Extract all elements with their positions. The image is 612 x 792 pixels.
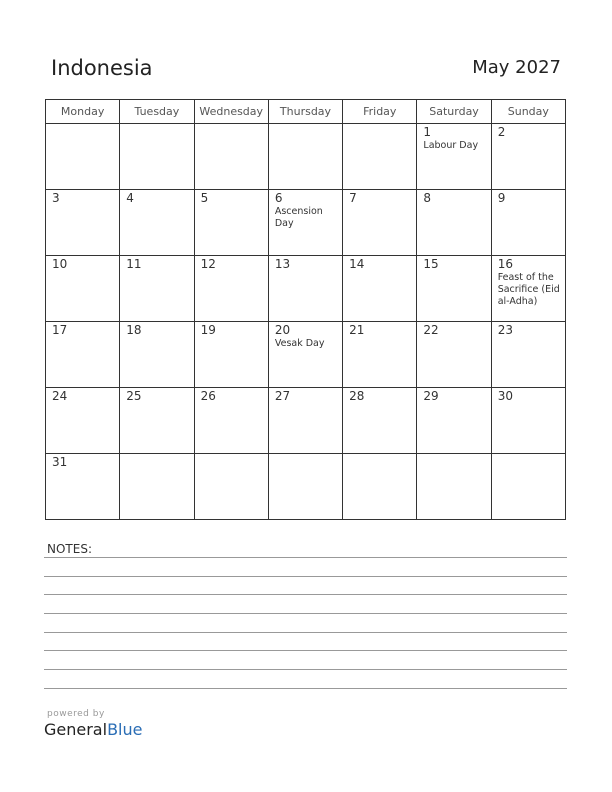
calendar-day-cell: [194, 454, 268, 520]
day-number: 26: [200, 389, 216, 403]
calendar-day-cell: [120, 454, 194, 520]
calendar-day-cell: [120, 388, 194, 454]
note-line: [44, 576, 567, 577]
calendar-week-row: [46, 124, 566, 190]
powered-by-text: powered by: [47, 709, 105, 719]
calendar-day-cell: [491, 124, 565, 190]
calendar-week-row: [46, 322, 566, 388]
note-line: [44, 669, 567, 670]
weekday-monday: Monday: [46, 100, 120, 124]
calendar-day-cell: [46, 256, 120, 322]
holiday-label: Labour Day: [423, 140, 479, 151]
notes-label: NOTES:: [47, 542, 92, 556]
calendar-day-cell: [491, 256, 565, 322]
calendar-day-cell: [343, 454, 417, 520]
holiday-label: Ascension Day: [274, 206, 323, 229]
weekday-thursday: Thursday: [268, 100, 342, 124]
calendar-day-cell: [417, 322, 491, 388]
calendar-day-cell: [343, 322, 417, 388]
day-number: 12: [200, 257, 216, 271]
calendar-week-row: [46, 256, 566, 322]
calendar-country-title: Indonesia: [51, 56, 153, 80]
weekday-tuesday: Tuesday: [120, 100, 194, 124]
calendar-month-title: May 2027: [472, 57, 561, 78]
weekday-wednesday: Wednesday: [194, 100, 268, 124]
calendar-day-cell: [120, 190, 194, 256]
day-number: 8: [423, 191, 432, 205]
calendar-day-cell: [491, 322, 565, 388]
day-number: 27: [274, 389, 291, 403]
day-number: 15: [423, 257, 439, 271]
day-number: 24: [52, 389, 68, 403]
calendar-day-cell: [268, 124, 342, 190]
calendar-day-cell: [46, 454, 120, 520]
calendar-day-cell: [491, 454, 565, 520]
calendar-week-row: [46, 388, 566, 454]
calendar-week-row: [46, 454, 566, 520]
day-number: 23: [497, 323, 513, 337]
calendar-day-cell: [46, 124, 120, 190]
calendar-day-cell: [268, 256, 342, 322]
day-number: 22: [423, 323, 439, 337]
day-number: 31: [52, 455, 68, 469]
weekday-friday: Friday: [343, 100, 417, 124]
day-number: 11: [126, 257, 142, 271]
calendar-day-cell: [417, 454, 491, 520]
calendar-day-cell: [491, 190, 565, 256]
day-number: 20: [274, 323, 291, 337]
day-number: 25: [126, 389, 142, 403]
holiday-label: Vesak Day: [274, 338, 325, 349]
weekday-sunday: Sunday: [491, 100, 565, 124]
calendar-grid: [45, 99, 566, 520]
note-line: [44, 632, 567, 633]
day-number: 5: [200, 191, 209, 205]
calendar-day-cell: [417, 256, 491, 322]
calendar-day-cell: [268, 190, 342, 256]
day-number: 21: [349, 323, 365, 337]
day-number: 2: [497, 125, 506, 139]
weekday-header-row: [46, 100, 566, 124]
calendar-day-cell: [417, 388, 491, 454]
calendar-day-cell: [194, 190, 268, 256]
calendar-day-cell: [194, 124, 268, 190]
brand-general: General: [44, 720, 108, 739]
calendar-day-cell: [194, 322, 268, 388]
calendar-day-cell: [46, 322, 120, 388]
day-number: 30: [497, 389, 513, 403]
day-number: 18: [126, 323, 142, 337]
calendar-day-cell: [343, 388, 417, 454]
calendar-day-cell: [194, 256, 268, 322]
day-number: 17: [52, 323, 68, 337]
calendar-day-cell: [46, 190, 120, 256]
generalblue-logo[interactable]: [44, 720, 142, 739]
note-line: [44, 594, 567, 595]
note-line: [44, 557, 567, 558]
day-number: 4: [126, 191, 134, 205]
calendar-day-cell: [120, 322, 194, 388]
holiday-label: Feast of the Sacrifice (Eid al-Adha): [497, 272, 560, 307]
day-number: 14: [349, 257, 365, 271]
day-number: 9: [497, 191, 506, 205]
brand-blue: Blue: [107, 720, 143, 739]
day-number: 10: [52, 257, 68, 271]
note-line: [44, 650, 567, 651]
note-line: [44, 613, 567, 614]
calendar-day-cell: [417, 124, 491, 190]
calendar-day-cell: [268, 322, 342, 388]
day-number: 28: [349, 389, 365, 403]
day-number: 1: [423, 125, 432, 139]
calendar-day-cell: [268, 454, 342, 520]
day-number: 29: [423, 389, 439, 403]
calendar-day-cell: [417, 190, 491, 256]
calendar-day-cell: [46, 388, 120, 454]
calendar-day-cell: [343, 190, 417, 256]
day-number: 16: [497, 257, 513, 271]
note-line: [44, 688, 567, 689]
day-number: 3: [52, 191, 60, 205]
calendar-day-cell: [120, 124, 194, 190]
calendar-day-cell: [194, 388, 268, 454]
weekday-saturday: Saturday: [417, 100, 491, 124]
calendar-day-cell: [491, 388, 565, 454]
day-number: 13: [274, 257, 291, 271]
calendar-day-cell: [268, 388, 342, 454]
calendar-day-cell: [343, 124, 417, 190]
day-number: 19: [200, 323, 216, 337]
calendar-day-cell: [343, 256, 417, 322]
calendar-day-cell: [120, 256, 194, 322]
calendar-week-row: [46, 190, 566, 256]
day-number: 6: [274, 191, 283, 205]
day-number: 7: [349, 191, 357, 205]
